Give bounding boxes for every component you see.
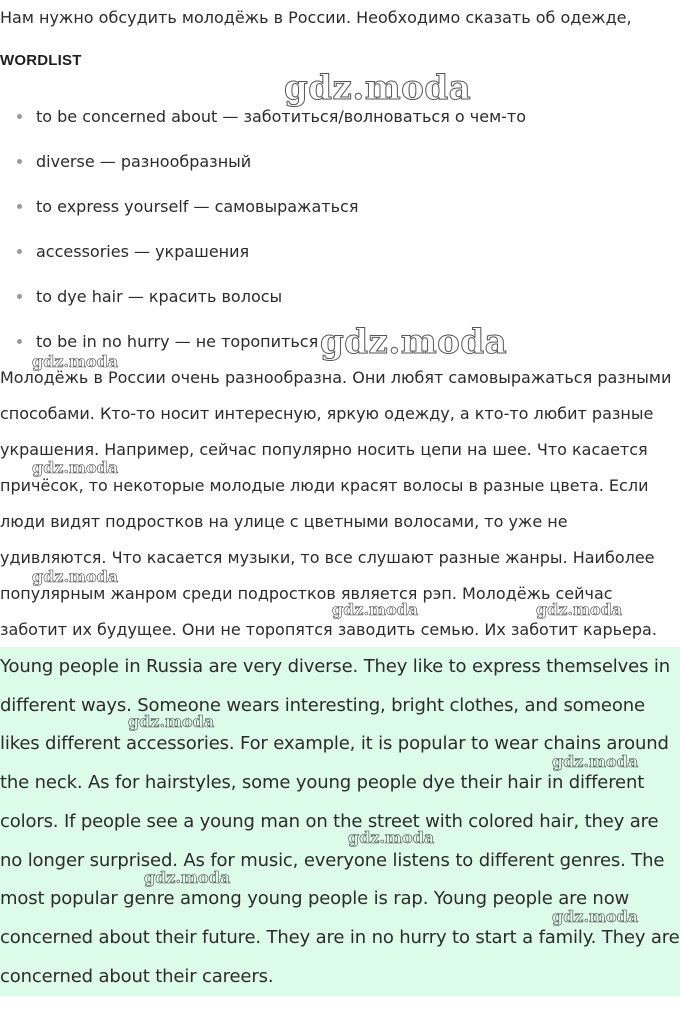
- intro-text: Нам нужно обсудить молодёжь в России. Необходимо сказать об одежде,: [0, 8, 632, 27]
- russian-text: Молодёжь в России очень разнообразна. Они любят самовыражаться разными способами. Кто-то носит интересную, яркую одежду, а кто-то любит разные украшения. Например, сейчас популярно носить цепи на шее. Что касается причёсок, то некоторые молодые люди красят волосы в разные цвета. Если люди видят подростков на улице с цветными волосами, то уже не удивляются. Что касается музыки, то все слушают разные жанры. Наиболее популярным жанром среди подростков является рэп. Молодёжь сейчас заботит их будущее. Они не торопятся заводить семью. Их заботит карьера.: [0, 368, 672, 639]
- watermark-logo: gdz.moda: [32, 567, 119, 586]
- bullet-icon: [17, 249, 22, 254]
- bullet-icon: [17, 339, 22, 344]
- watermark-logo: gdz.moda: [32, 458, 119, 477]
- wordlist-item-text: diverse — разнообразный: [36, 152, 252, 171]
- wordlist-heading: WORDLIST: [0, 52, 82, 69]
- english-translation-block: [0, 647, 680, 996]
- watermark-logo: gdz.moda: [320, 322, 508, 362]
- wordlist-item: [0, 94, 680, 139]
- wordlist-item: [0, 229, 680, 274]
- watermark-logo: gdz.moda: [348, 828, 435, 847]
- bullet-icon: [17, 114, 22, 119]
- wordlist-item: [0, 274, 680, 319]
- watermark-logo: gdz.moda: [284, 68, 472, 108]
- wordlist-item: [0, 184, 680, 229]
- watermark-logo: gdz.moda: [144, 868, 231, 887]
- wordlist-item-text: to dye hair — красить волосы: [36, 287, 283, 306]
- watermark-logo: gdz.moda: [552, 907, 639, 926]
- watermark-logo: gdz.moda: [552, 752, 639, 771]
- watermark-logo: gdz.moda: [128, 712, 215, 731]
- bullet-icon: [17, 294, 22, 299]
- bullet-icon: [17, 204, 22, 209]
- wordlist-item-text: to express yourself — самовыражаться: [36, 197, 359, 216]
- wordlist-item-text: accessories — украшения: [36, 242, 250, 261]
- wordlist-item: [0, 139, 680, 184]
- wordlist-item: [0, 319, 680, 364]
- wordlist: [0, 94, 680, 364]
- watermark-logo: gdz.moda: [536, 600, 623, 619]
- wordlist-item-text: to be in no hurry — не торопиться: [36, 332, 319, 351]
- wordlist-item-text: to be concerned about — заботиться/волноваться о чем-то: [36, 107, 527, 126]
- watermark-logo: gdz.moda: [332, 600, 419, 619]
- bullet-icon: [17, 159, 22, 164]
- english-text: Young people in Russia are very diverse. They like to express themselves in different ways. Someone wears interesting, bright clothes, and someone likes different accessories. For example, it is popular to wear chains around the neck. As for hairstyles, some young people dye their hair in different colors. If people see a young man on the street with colored hair, they are no longer surprised. As for music, everyone listens to different genres. The most popular genre among young people is rap. Young people are now concerned about their future. They are in no hurry to start a family. They are concerned about their careers.: [0, 656, 680, 987]
- watermark-logo: gdz.moda: [32, 352, 119, 371]
